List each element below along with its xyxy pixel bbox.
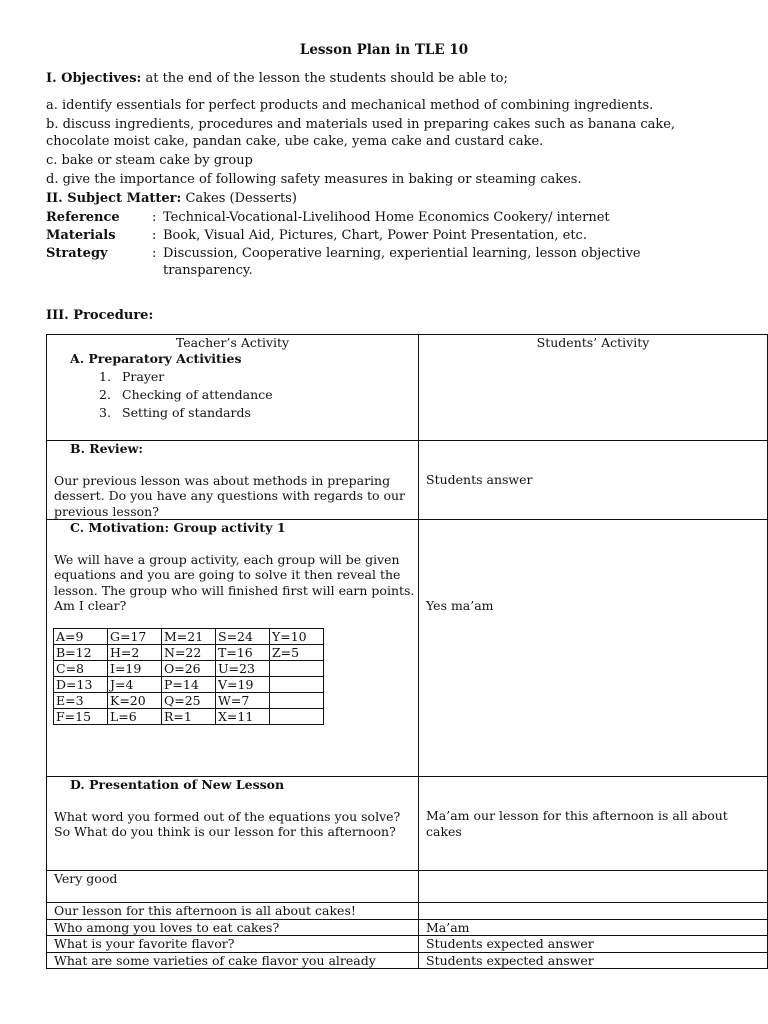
code-cell: [270, 676, 324, 692]
code-row: [54, 644, 324, 660]
student-cell: [419, 919, 768, 936]
code-row: [54, 628, 324, 644]
motivation-title: C. Motivation: Group activity 1: [70, 520, 286, 535]
review-student-cell: [419, 441, 768, 520]
student-cell: [419, 871, 768, 903]
code-cell: U=23: [216, 660, 270, 676]
review-text: Our previous lesson was about methods in preparing dessert. Do you have any questions with regards to our previous lesson?: [54, 472, 406, 519]
review-teacher-cell: [47, 441, 419, 520]
table-row-presentation: [47, 777, 768, 871]
code-cell: F=15: [54, 708, 108, 724]
preparatory-list: [47, 368, 418, 422]
code-cell: O=26: [162, 660, 216, 676]
preparatory-activities-title: A. Preparatory Activities: [70, 350, 242, 366]
presentation-student-answer: Ma’am our lesson for this afternoon is all about cakes: [426, 808, 728, 839]
motivation-student-cell: [419, 520, 768, 777]
motivation-student-answer: Yes ma’am: [426, 598, 494, 613]
code-row: [54, 676, 324, 692]
student-text: Students expected answer: [426, 952, 594, 968]
table-row-review: [47, 441, 768, 520]
teacher-text: Our lesson for this afternoon is all about cakes!: [54, 903, 356, 918]
list-text: Setting of standards: [122, 405, 251, 420]
list-item: [47, 368, 418, 386]
objective-c: c. bake or steam cake by group: [46, 153, 253, 168]
table-row: [47, 903, 768, 920]
document-title: Lesson Plan in TLE 10: [299, 42, 469, 58]
code-cell: P=14: [162, 676, 216, 692]
code-cell: T=16: [216, 644, 270, 660]
code-cell: C=8: [54, 660, 108, 676]
code-cell: R=1: [162, 708, 216, 724]
teacher-cell: [47, 871, 419, 903]
teacher-cell: [47, 919, 419, 936]
student-cell: [419, 903, 768, 920]
code-cell: E=3: [54, 692, 108, 708]
teacher-cell: [47, 903, 419, 920]
code-cell: N=22: [162, 644, 216, 660]
list-text: Checking of attendance: [122, 387, 273, 402]
materials-value: Book, Visual Aid, Pictures, Chart, Power Point Presentation, etc.: [163, 228, 587, 243]
table-row: [47, 919, 768, 936]
code-cell: Z=5: [270, 644, 324, 660]
review-student-answer: Students answer: [426, 472, 533, 487]
reference-colon: :: [152, 210, 157, 225]
student-text: Ma’am: [426, 919, 470, 935]
teacher-text: What is your favorite flavor?: [54, 936, 235, 951]
list-item: [47, 386, 418, 404]
code-cell: L=6: [108, 708, 162, 724]
teacher-text: Who among you loves to eat cakes?: [54, 919, 280, 935]
teacher-text: Very good: [54, 871, 118, 886]
teacher-activity-header: Teacher’s Activity: [175, 335, 290, 350]
letter-code-table: [53, 628, 324, 725]
teacher-activity-cell: [47, 335, 419, 441]
subject-matter-line: [46, 190, 297, 207]
list-item: [47, 404, 418, 422]
objective-d: d. give the importance of following safety measures in baking or steaming cakes.: [46, 172, 582, 187]
table-row-motivation: [47, 520, 768, 777]
teacher-text: What are some varieties of cake flavor you already: [54, 952, 376, 968]
teacher-cell: [47, 952, 419, 969]
code-cell: M=21: [162, 628, 216, 644]
table-row: [47, 936, 768, 953]
materials-label: Materials: [46, 228, 116, 243]
table-row: [47, 871, 768, 903]
students-activity-header: Students’ Activity: [536, 335, 650, 350]
motivation-question: Am I clear?: [54, 598, 127, 613]
list-text: Prayer: [122, 369, 165, 384]
objectives-intro: at the end of the lesson the students should be able to;: [141, 71, 508, 86]
subject-matter-heading: II. Subject Matter:: [46, 191, 182, 206]
presentation-teacher-cell: [47, 777, 419, 871]
code-cell: [270, 660, 324, 676]
code-cell: I=19: [108, 660, 162, 676]
students-activity-cell: [419, 335, 768, 441]
objectives-heading: I. Objectives:: [46, 71, 142, 86]
code-row: [54, 660, 324, 676]
code-cell: G=17: [108, 628, 162, 644]
objective-a: a. identify essentials for perfect products and mechanical method of combining ingredients.: [46, 98, 654, 113]
subject-matter-value: Cakes (Desserts): [181, 191, 297, 206]
table-row-header: [47, 335, 768, 441]
student-cell: [419, 952, 768, 969]
presentation-text-2: So What do you think is our lesson for this afternoon?: [54, 824, 396, 839]
code-cell: Y=10: [270, 628, 324, 644]
materials-colon: :: [152, 228, 157, 243]
presentation-student-cell: [419, 777, 768, 871]
procedure-table: [46, 334, 768, 969]
strategy-value-1: Discussion, Cooperative learning, experiential learning, lesson objective: [163, 246, 641, 261]
code-cell: J=4: [108, 676, 162, 692]
student-cell: [419, 936, 768, 953]
list-number: 1.: [99, 369, 111, 384]
teacher-cell: [47, 936, 419, 953]
code-cell: X=11: [216, 708, 270, 724]
code-cell: V=19: [216, 676, 270, 692]
code-cell: S=24: [216, 628, 270, 644]
objectives-line: [46, 70, 508, 87]
list-number: 3.: [99, 405, 111, 420]
review-title: B. Review:: [70, 441, 143, 456]
code-cell: [270, 708, 324, 724]
presentation-text-1: What word you formed out of the equations you solve?: [54, 808, 401, 824]
list-number: 2.: [99, 387, 111, 402]
motivation-text: We will have a group activity, each group will be given equations and you are going to solve it then reveal the lesson. The group who will finished first will earn points.: [54, 551, 415, 598]
student-text: Students expected answer: [426, 936, 594, 951]
code-row: [54, 708, 324, 724]
presentation-title: D. Presentation of New Lesson: [70, 777, 285, 792]
code-row: [54, 692, 324, 708]
code-cell: K=20: [108, 692, 162, 708]
code-cell: B=12: [54, 644, 108, 660]
reference-label: Reference: [46, 210, 120, 225]
code-cell: W=7: [216, 692, 270, 708]
objective-b-cont: chocolate moist cake, pandan cake, ube cake, yema cake and custard cake.: [46, 134, 544, 149]
strategy-value-2: transparency.: [163, 263, 253, 278]
motivation-teacher-cell: [47, 520, 419, 777]
code-cell: [270, 692, 324, 708]
code-cell: H=2: [108, 644, 162, 660]
code-cell: Q=25: [162, 692, 216, 708]
strategy-colon: :: [152, 246, 157, 261]
code-cell: D=13: [54, 676, 108, 692]
code-cell: A=9: [54, 628, 108, 644]
reference-value: Technical-Vocational-Livelihood Home Economics Cookery/ internet: [163, 210, 610, 225]
procedure-heading: III. Procedure:: [46, 308, 154, 323]
table-row: [47, 952, 768, 969]
strategy-label: Strategy: [46, 246, 108, 261]
objective-b: b. discuss ingredients, procedures and materials used in preparing cakes such as banana cake,: [46, 117, 676, 132]
